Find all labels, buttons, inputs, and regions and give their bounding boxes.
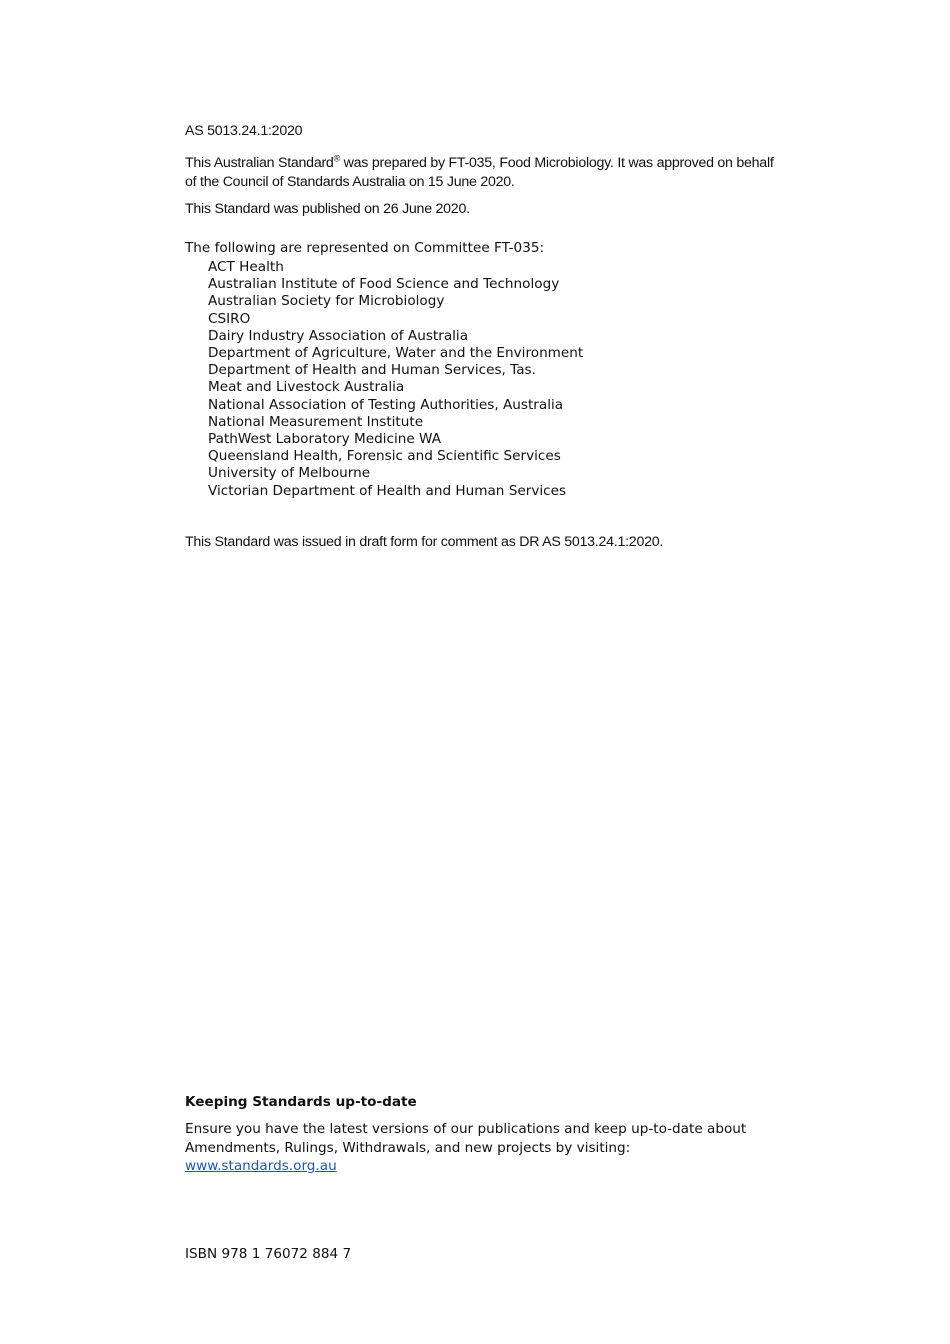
draft-note: This Standard was issued in draft form for comment as DR AS 5013.24.1:2020. <box>185 534 664 550</box>
approval-text-start: This Australian Standard <box>185 155 334 171</box>
standards-website-link[interactable]: www.standards.org.au <box>185 1158 337 1174</box>
publication-date-statement: This Standard was published on 26 June 2020. <box>185 201 470 217</box>
isbn: ISBN 978 1 76072 884 7 <box>185 1246 352 1262</box>
committee-member: Department of Health and Human Services, Tas. <box>208 362 536 379</box>
committee-intro: The following are represented on Committee FT-035: <box>185 240 545 256</box>
committee-member: Australian Society for Microbiology <box>208 293 445 310</box>
committee-member: PathWest Laboratory Medicine WA <box>208 431 442 448</box>
approval-statement <box>185 154 775 192</box>
committee-member: National Association of Testing Authorities, Australia <box>208 396 564 413</box>
committee-member: University of Melbourne <box>208 465 371 482</box>
committee-member: CSIRO <box>208 310 251 327</box>
committee-member: Department of Agriculture, Water and the Environment <box>208 345 584 362</box>
approval-text-end: was prepared by FT-035, Food Microbiology. It was approved on behalf of the Council of Standards Australia on 15 June 2020. <box>185 155 774 190</box>
committee-member: Dairy Industry Association of Australia <box>208 327 469 344</box>
keeping-up-to-date-heading: Keeping Standards up-to-date <box>185 1094 417 1110</box>
registered-mark: ® <box>333 153 340 164</box>
committee-member-list <box>208 259 583 500</box>
standard-designation: AS 5013.24.1:2020 <box>185 123 303 139</box>
committee-member: Meat and Livestock Australia <box>208 379 405 396</box>
committee-member: Victorian Department of Health and Human Services <box>208 482 567 499</box>
committee-member: Queensland Health, Forensic and Scientific Services <box>208 448 561 465</box>
committee-member: ACT Health <box>208 259 284 275</box>
keeping-up-to-date-text: Ensure you have the latest versions of our publications and keep up-to-date about Amendments, Rulings, Withdrawals, and new projects by visiting: <box>185 1121 747 1156</box>
committee-member: National Measurement Institute <box>208 413 424 430</box>
committee-member: Australian Institute of Food Science and Technology <box>208 276 560 293</box>
